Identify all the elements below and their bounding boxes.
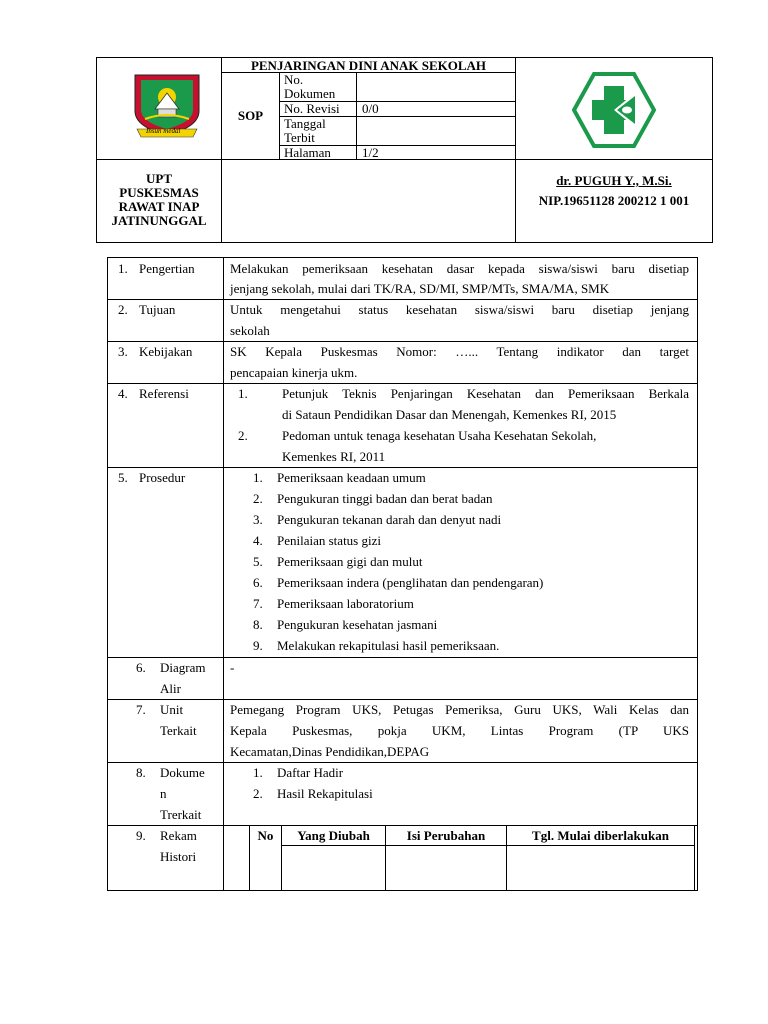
referensi-item-num: 2. [238,428,248,443]
prosedur-step: Pengukuran tekanan darah dan denyut nadi [277,512,502,527]
section-label-diagram: Diagram Alir [160,660,206,696]
prosedur-step: Pemeriksaan indera (penglihatan dan pendengaran) [277,575,544,590]
section-num: 8. [136,765,146,780]
prosedur-step-num: 3. [253,512,263,527]
section-label-pengertian: Pengertian [139,261,195,276]
signatory-nip: NIP.19651128 200212 1 001 [538,193,690,208]
prosedur-step-num: 2. [253,491,263,506]
emblem-motto: Insun medal [146,127,181,135]
section-label-dokumen: Dokume n Trerkait [160,765,205,822]
dokumen-item: Daftar Hadir [277,765,344,780]
pengertian-line-1: Melakukan pemeriksaan kesehatan dasar kepada siswa/siswi baru disetiap [230,261,689,276]
section-num: 6. [136,660,146,675]
dokumen-item-num: 1. [253,765,263,780]
field-label-no-revisi: No. Revisi [284,101,340,116]
section-label-referensi: Referensi [139,386,189,401]
section-label-prosedur: Prosedur [139,470,186,485]
org-name: UPT PUSKESMAS RAWAT INAP JATINUNGGAL [111,171,207,228]
prosedur-step-num: 6. [253,575,263,590]
prosedur-step-num: 8. [253,617,263,632]
history-col-tgl-mulai: Tgl. Mulai diberlakukan [532,828,669,843]
section-num: 3. [118,344,128,359]
section-num: 4. [118,386,128,401]
sop-header-table [96,57,713,243]
referensi-item-num: 1. [238,386,248,401]
pengertian-line-2: jenjang sekolah, mulai dari TK/RA, SD/MI, SMP/MTs, SMA/MA, SMK [230,281,610,296]
section-label-kebijakan: Kebijakan [139,344,193,359]
section-num: 1. [118,261,128,276]
kebijakan-line-2: pencapaian kinerja ukm. [230,365,358,380]
dokumen-item-num: 2. [253,786,263,801]
field-value-halaman: 1/2 [362,145,379,160]
prosedur-step-num: 7. [253,596,263,611]
prosedur-step: Pemeriksaan keadaan umum [277,470,426,485]
puskesmas-logo-icon [572,72,656,148]
revision-history-table [249,826,697,890]
sop-content-table [107,257,698,891]
history-col-isi-perubahan: Isi Perubahan [406,828,486,843]
section-num: 2. [118,302,128,317]
field-label-no-dokumen: No. Dokumen [284,72,336,101]
tujuan-line-1: Untuk mengetahui status kesehatan siswa/siswi baru disetiap jenjang [230,302,689,317]
section-label-rekam: Rekam Histori [160,828,197,864]
referensi-item-1-line-2: di Sataun Pendidikan Dasar dan Menengah, Kemenkes RI, 2015 [282,407,617,422]
signatory-name: dr. PUGUH Y., M.Si. [556,173,672,188]
field-label-tanggal-terbit: Tanggal Terbit [284,116,326,145]
history-col-yang-diubah: Yang Diubah [297,828,370,843]
referensi-item-2-line-1: Pedoman untuk tenaga kesehatan Usaha Kesehatan Sekolah, [282,428,597,443]
section-label-tujuan: Tujuan [139,302,176,317]
prosedur-step-num: 5. [253,554,263,569]
section-num: 5. [118,470,128,485]
section-num: 9. [136,828,146,843]
section-label-unit: Unit Terkait [160,702,197,738]
unit-line-2: Kepala Puskesmas, pokja UKM, Lintas Program (TP UKS [230,723,689,738]
prosedur-step: Pengukuran kesehatan jasmani [277,617,438,632]
prosedur-step: Penilaian status gizi [277,533,381,548]
history-col-no: No [257,828,274,843]
kebijakan-line-1: SK Kepala Puskesmas Nomor: …... Tentang indikator dan target [230,344,689,359]
tujuan-line-2: sekolah [230,323,270,338]
referensi-item-1-line-1: Petunjuk Teknis Penjaringan Kesehatan dan Pemeriksaan Berkala [282,386,689,401]
prosedur-step: Pemeriksaan gigi dan mulut [277,554,423,569]
prosedur-step-num: 1. [253,470,263,485]
field-label-halaman: Halaman [284,145,331,160]
prosedur-step: Melakukan rekapitulasi hasil pemeriksaan. [277,638,500,653]
prosedur-step: Pengukuran tinggi badan dan berat badan [277,491,493,506]
prosedur-step-num: 9. [253,638,263,653]
prosedur-step-num: 4. [253,533,263,548]
section-num: 7. [136,702,146,717]
sop-label: SOP [237,108,264,123]
sop-title: PENJARINGAN DINI ANAK SEKOLAH [250,58,487,73]
prosedur-step: Pemeriksaan laboratorium [277,596,414,611]
dokumen-item: Hasil Rekapitulasi [277,786,373,801]
unit-line-3: Kecamatan,Dinas Pendidikan,DEPAG [230,744,430,759]
unit-line-1: Pemegang Program UKS, Petugas Pemeriksa, Guru UKS, Wali Kelas dan [230,702,689,717]
diagram-value: - [230,660,235,675]
field-value-no-revisi: 0/0 [362,101,379,116]
referensi-item-2-line-2: Kemenkes RI, 2011 [282,449,386,464]
